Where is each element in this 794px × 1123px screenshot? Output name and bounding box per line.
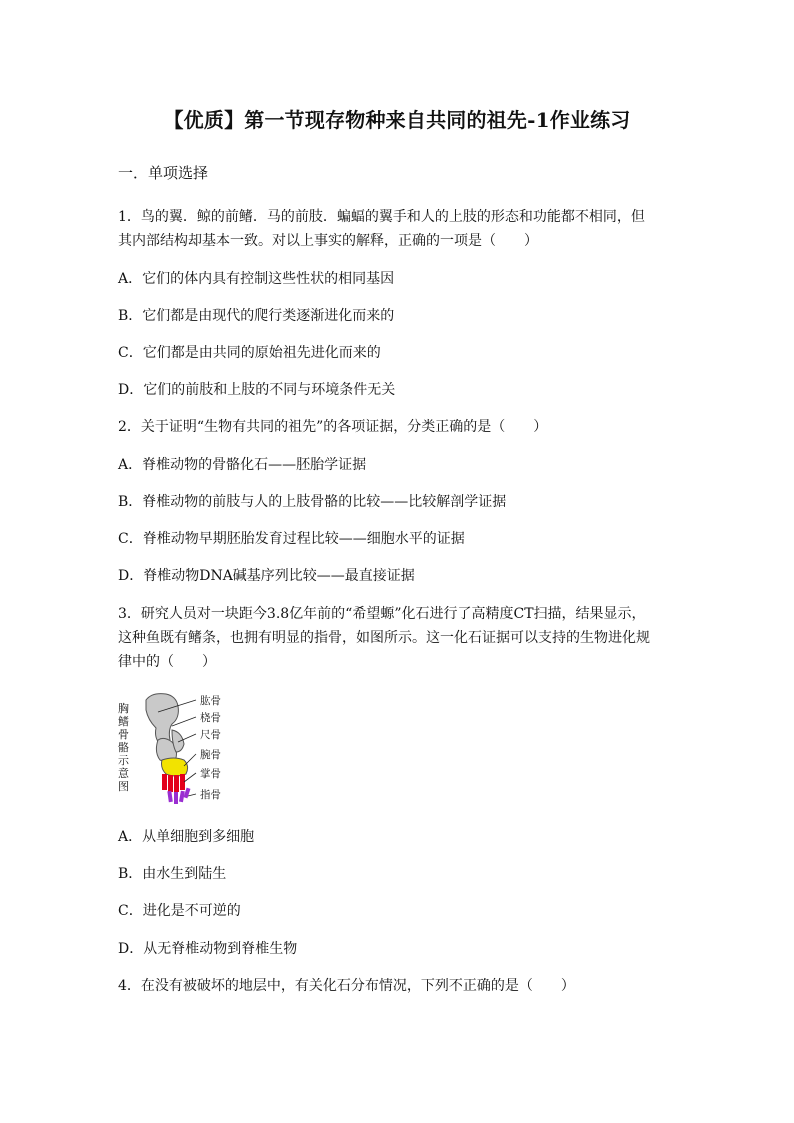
page-title: 【优质】第一节现存物种来自共同的祖先-1作业练习 [163,108,631,132]
q3-stem-line1: 3．研究人员对一块距今3.8亿年前的“希望螈”化石进行了高精度CT扫描，结果显示， [118,606,646,622]
q1-option-b: B．它们都是由现代的爬行类逐渐进化而来的 [118,308,395,324]
q3-stem-line2: 这种鱼既有鳍条，也拥有明显的指骨，如图所示。这一化石证据可以支持的生物进化规 [118,630,650,646]
q1-stem-line2: 其内部结构却基本一致。对以上事实的解释，正确的一项是（ ） [118,233,538,249]
q3-option-b: B．由水生到陆生 [118,866,227,882]
q3-option-c: C．进化是不可逆的 [118,903,241,919]
q3-option-a: A．从单细胞到多细胞 [118,829,255,845]
q1-option-c: C．它们都是由共同的原始祖先进化而来的 [118,345,381,361]
fin-bones-diagram [138,690,248,810]
label-ulna: 尺骨 [200,729,221,741]
label-humerus: 肱骨 [200,695,221,707]
q2-option-c: C．脊椎动物早期胚胎发育过程比较——细胞水平的证据 [118,531,465,547]
q1-option-d: D．它们的前肢和上肢的不同与环境条件无关 [118,382,396,398]
section-heading: 一．单项选择 [118,164,209,182]
q2-stem: 2．关于证明“生物有共同的祖先”的各项证据，分类正确的是（ ） [118,419,548,435]
q2-option-d: D．脊椎动物DNA碱基序列比较——最直接证据 [118,568,415,584]
q1-option-a: A．它们的体内具有控制这些性状的相同基因 [118,271,395,287]
q2-option-b: B．脊椎动物的前肢与人的上肢骨骼的比较——比较解剖学证据 [118,494,507,510]
q1-stem-line1: 1．鸟的翼．鲸的前鳍．马的前肢．蝙蝠的翼手和人的上肢的形态和功能都不相同，但 [118,209,645,225]
label-phalanges: 指骨 [200,789,221,801]
label-metacarpals: 掌骨 [200,768,221,780]
q3-stem-line3: 律中的（ ） [118,654,216,670]
q2-option-a: A．脊椎动物的骨骼化石——胚胎学证据 [118,457,367,473]
q3-option-d: D．从无脊椎动物到脊椎生物 [118,941,298,957]
q4-stem: 4．在没有被破坏的地层中，有关化石分布情况，下列不正确的是（ ） [118,978,575,994]
fin-skeleton-figure [118,690,248,810]
label-radius: 桡骨 [200,712,221,724]
figure-vertical-caption: 胸鳍骨骼示意图 [118,702,129,793]
label-carpals: 腕骨 [200,749,221,761]
